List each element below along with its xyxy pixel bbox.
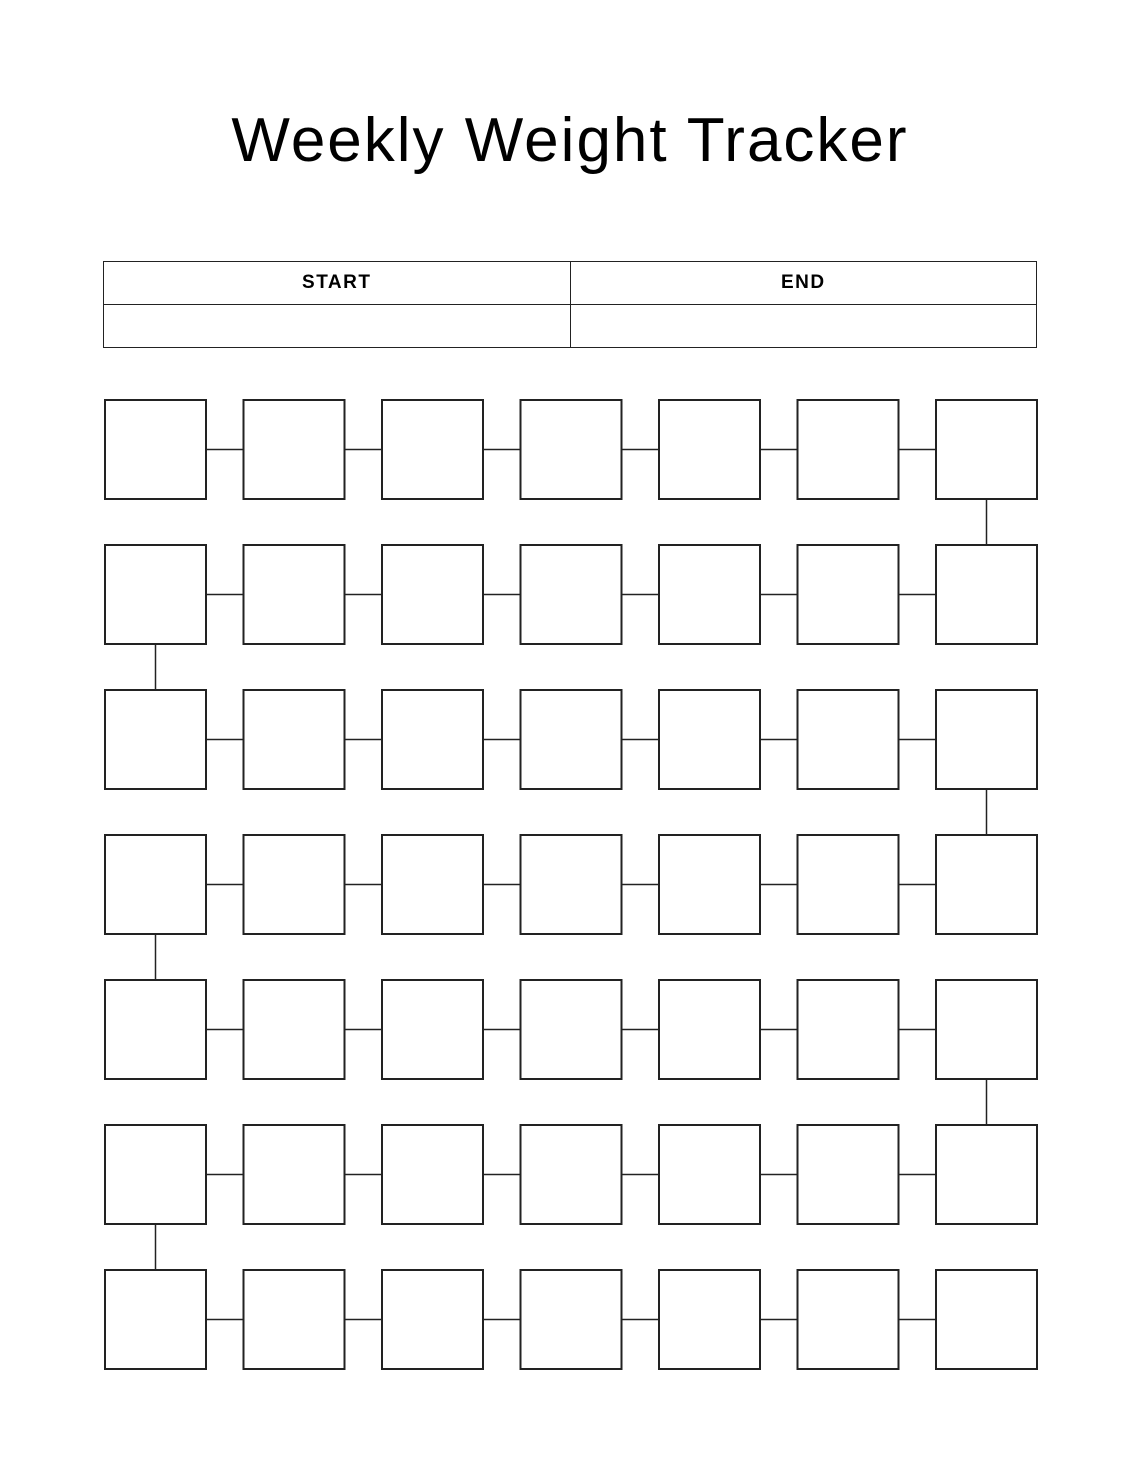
week-box[interactable] bbox=[382, 980, 483, 1079]
week-box[interactable] bbox=[244, 400, 345, 499]
week-box[interactable] bbox=[105, 1270, 206, 1369]
week-box[interactable] bbox=[382, 835, 483, 934]
week-box[interactable] bbox=[244, 1125, 345, 1224]
week-box[interactable] bbox=[798, 1125, 899, 1224]
week-box[interactable] bbox=[105, 400, 206, 499]
week-box[interactable] bbox=[521, 835, 622, 934]
week-box[interactable] bbox=[105, 690, 206, 789]
week-box[interactable] bbox=[244, 835, 345, 934]
week-box[interactable] bbox=[521, 690, 622, 789]
start-header: START bbox=[104, 262, 571, 305]
week-box[interactable] bbox=[521, 980, 622, 1079]
week-box[interactable] bbox=[521, 400, 622, 499]
week-box[interactable] bbox=[798, 835, 899, 934]
week-box[interactable] bbox=[382, 400, 483, 499]
week-box[interactable] bbox=[105, 980, 206, 1079]
week-box[interactable] bbox=[244, 1270, 345, 1369]
week-box[interactable] bbox=[936, 1270, 1037, 1369]
week-box[interactable] bbox=[659, 545, 760, 644]
end-header: END bbox=[570, 262, 1037, 305]
week-box[interactable] bbox=[382, 1270, 483, 1369]
week-box[interactable] bbox=[659, 1270, 760, 1369]
week-box[interactable] bbox=[798, 545, 899, 644]
week-box[interactable] bbox=[936, 1125, 1037, 1224]
week-box[interactable] bbox=[659, 690, 760, 789]
week-box[interactable] bbox=[936, 400, 1037, 499]
week-box[interactable] bbox=[244, 690, 345, 789]
week-box[interactable] bbox=[382, 1125, 483, 1224]
week-box[interactable] bbox=[936, 690, 1037, 789]
week-box[interactable] bbox=[798, 980, 899, 1079]
page-title: Weekly Weight Tracker bbox=[231, 106, 909, 175]
week-box[interactable] bbox=[244, 545, 345, 644]
week-box[interactable] bbox=[936, 545, 1037, 644]
week-box[interactable] bbox=[521, 1125, 622, 1224]
week-box[interactable] bbox=[105, 835, 206, 934]
week-box[interactable] bbox=[521, 545, 622, 644]
week-box[interactable] bbox=[936, 980, 1037, 1079]
week-box[interactable] bbox=[798, 400, 899, 499]
week-box[interactable] bbox=[244, 980, 345, 1079]
week-box[interactable] bbox=[936, 835, 1037, 934]
week-box[interactable] bbox=[382, 545, 483, 644]
week-box[interactable] bbox=[798, 1270, 899, 1369]
week-box[interactable] bbox=[798, 690, 899, 789]
week-box[interactable] bbox=[659, 1125, 760, 1224]
week-box[interactable] bbox=[382, 690, 483, 789]
week-box[interactable] bbox=[521, 1270, 622, 1369]
week-box[interactable] bbox=[659, 980, 760, 1079]
week-box[interactable] bbox=[105, 545, 206, 644]
week-box[interactable] bbox=[105, 1125, 206, 1224]
week-box[interactable] bbox=[659, 835, 760, 934]
week-box[interactable] bbox=[659, 400, 760, 499]
